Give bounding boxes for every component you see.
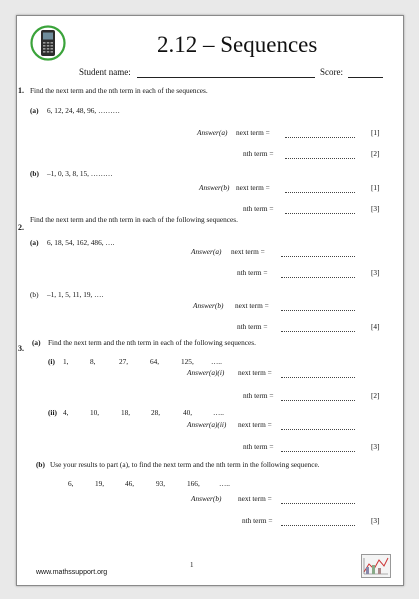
q1b-marks-nth: [3]	[371, 204, 380, 213]
q1b-next-term-label: next term =	[236, 183, 270, 192]
q3b-prompt: Use your results to part (a), to find the next term and the nth term in the following sequence.	[50, 460, 320, 469]
q3b-next-term-label: next term =	[238, 494, 272, 503]
footer-website: www.mathssupport.org	[36, 569, 108, 576]
q3aii-term-1: 4,	[63, 408, 69, 417]
q3ai-nth-term-label: nth term =	[243, 391, 274, 400]
q1b-nth-term-field[interactable]	[285, 213, 355, 214]
q1a-sequence: 6, 12, 24, 48, 96, ………	[47, 106, 120, 115]
q1a-label: (a)	[30, 106, 39, 115]
q3ai-answer-label: Answer(a)(i)	[187, 368, 225, 377]
q1b-label: (b)	[30, 169, 39, 178]
student-name-field[interactable]	[137, 77, 315, 78]
q1a-marks-nth: [2]	[371, 149, 380, 158]
q3b-term-1: 6,	[68, 479, 74, 488]
question-3-number: 3.	[18, 344, 24, 353]
q2b-next-term-field[interactable]	[281, 310, 355, 311]
q3ai-term-4: 64,	[150, 357, 160, 366]
q3b-next-term-field[interactable]	[281, 503, 355, 504]
score-field[interactable]	[348, 77, 383, 78]
q3ai-term-3: 27,	[119, 357, 129, 366]
q3ai-term-2: 8,	[90, 357, 96, 366]
q3aii-term-4: 28,	[151, 408, 161, 417]
q3aii-next-term-field[interactable]	[281, 429, 355, 430]
q1a-nth-term-field[interactable]	[285, 158, 355, 159]
worksheet-page	[16, 15, 404, 586]
q3b-term-3: 46,	[125, 479, 135, 488]
q2b-marks: [4]	[371, 322, 380, 331]
q2a-nth-term-label: nth term =	[237, 268, 268, 277]
q1b-marks-next: [1]	[371, 183, 380, 192]
q2a-label: (a)	[30, 238, 39, 247]
q2a-answer-label: Answer(a)	[191, 247, 222, 256]
q3aii-term-2: 10,	[90, 408, 100, 417]
q2b-label: (b)	[30, 290, 39, 299]
q3ai-next-term-label: next term =	[238, 368, 272, 377]
q2b-nth-term-label: nth term =	[237, 322, 268, 331]
q2a-nth-term-field[interactable]	[281, 277, 355, 278]
q3ai-term-6: …..	[211, 357, 222, 366]
q3b-answer-label: Answer(b)	[191, 494, 222, 503]
q3b-marks: [3]	[371, 516, 380, 525]
q3aii-answer-label: Answer(a)(ii)	[187, 420, 227, 429]
q2b-next-term-label: next term =	[235, 301, 269, 310]
q1b-nth-term-label: nth term =	[243, 204, 274, 213]
student-name-label: Student name:	[79, 67, 131, 77]
q1a-next-term-label: next term =	[236, 128, 270, 137]
q1a-marks-next: [1]	[371, 128, 380, 137]
q3a-prompt: Find the next term and the nth term in each of the following sequences.	[48, 338, 256, 347]
question-2-prompt: Find the next term and the nth term in each of the following sequences.	[30, 215, 238, 224]
page-title: 2.12 – Sequences	[157, 32, 318, 57]
q2a-sequence: 6, 18, 54, 162, 486, ….	[47, 238, 115, 247]
q3ai-next-term-field[interactable]	[281, 377, 355, 378]
q2b-sequence: –1, 1, 5, 11, 19, ….	[47, 290, 104, 299]
q2a-marks: [3]	[371, 268, 380, 277]
q3aii-nth-term-label: nth term =	[243, 442, 274, 451]
q3b-label: (b)	[36, 460, 45, 469]
q2a-next-term-label: next term =	[231, 247, 265, 256]
q1b-sequence: –1, 0, 3, 8, 15, ………	[47, 169, 113, 178]
q3ai-term-5: 125,	[181, 357, 194, 366]
q2b-nth-term-field[interactable]	[281, 331, 355, 332]
q3ai-nth-term-field[interactable]	[281, 400, 355, 401]
question-1-prompt: Find the next term and the nth term in each of the sequences.	[30, 86, 208, 95]
q3b-term-6: …..	[219, 479, 230, 488]
q3b-nth-term-field[interactable]	[281, 525, 355, 526]
q3b-nth-term-label: nth term =	[242, 516, 273, 525]
q1a-answer-label: Answer(a)	[197, 128, 228, 137]
q3ai-term-1: 1,	[63, 357, 69, 366]
q3aii-next-term-label: next term =	[238, 420, 272, 429]
q3b-term-4: 93,	[156, 479, 166, 488]
q1b-answer-label: Answer(b)	[199, 183, 230, 192]
q3aii-nth-term-field[interactable]	[281, 451, 355, 452]
question-2-number: 2.	[18, 223, 24, 232]
q1b-next-term-field[interactable]	[285, 192, 355, 193]
q3aii-term-3: 18,	[121, 408, 131, 417]
q1a-next-term-field[interactable]	[285, 137, 355, 138]
q3b-term-2: 19,	[95, 479, 105, 488]
q3aii-label: (ii)	[48, 408, 57, 417]
q3aii-marks: [3]	[371, 442, 380, 451]
question-1-number: 1.	[18, 86, 24, 95]
q3ai-label: (i)	[48, 357, 55, 366]
q3ai-marks: [2]	[371, 391, 380, 400]
q2b-answer-label: Answer(b)	[193, 301, 224, 310]
q3b-term-5: 166,	[187, 479, 200, 488]
calculator-icon	[30, 25, 66, 61]
logo-icon	[361, 554, 391, 578]
q2a-next-term-field[interactable]	[281, 256, 355, 257]
q3a-label: (a)	[32, 338, 41, 347]
score-label: Score:	[320, 67, 343, 77]
page-number: 1	[190, 561, 194, 569]
q1a-nth-term-label: nth term =	[243, 149, 274, 158]
q3aii-term-6: …..	[213, 408, 224, 417]
q3aii-term-5: 40,	[183, 408, 193, 417]
